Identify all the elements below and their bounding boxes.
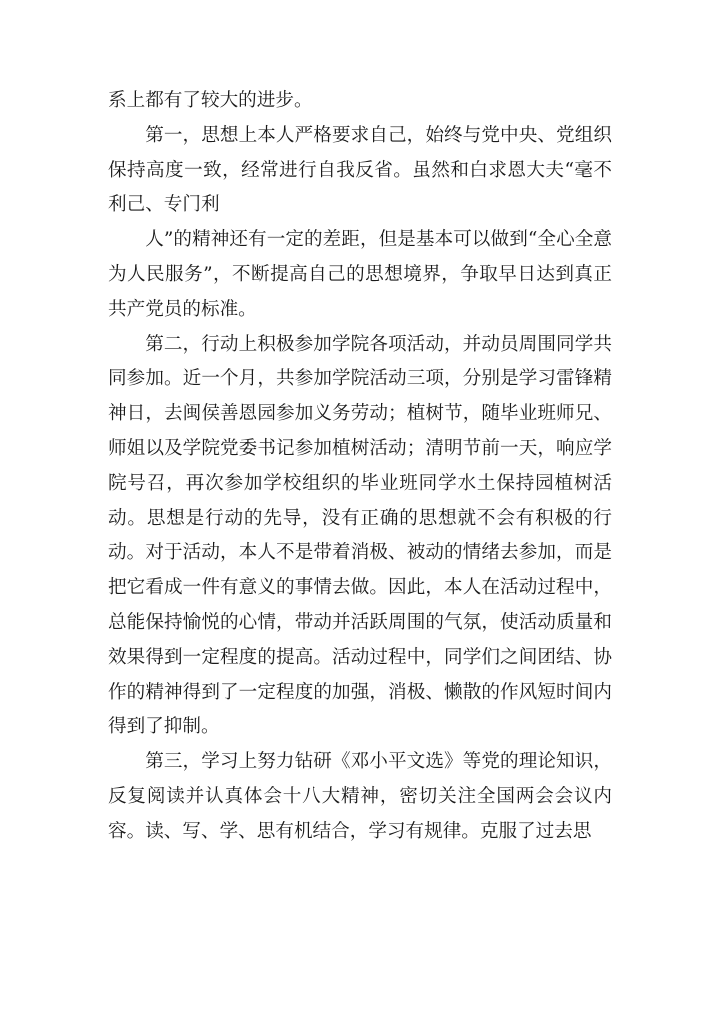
paragraph-third-point: 第三，学习上努力钻研《邓小平文选》等党的理论知识，反复阅读并认真体会十八大精神，密切关注全国两会会议内容。读、写、学、思有机结合，学习有规律。克服了过去思 <box>108 751 612 842</box>
paragraph-second-point: 第二，行动上积极参加学院各项活动，并动员周围同学共同参加。近一个月，共参加学院活动三项，分别是学习雷锋精神日，去闽侯善恩园参加义务劳动；植树节，随毕业班师兄、师姐以及学院党委书记参加植树活动；清明节前一天，响应学院号召，再次参加学校组织的毕业班同学水土保持园植树活动。思想是行动的先导，没有正确的思想就不会有积极的行动。对于活动，本人不是带着消极、被动的情绪去参加，而是把它看成一件有意义的事情去做。因此，本人在活动过程中，总能保持愉悦的心情，带动并活跃周围的气氛，使活动质量和效果得到一定程度的提高。活动过程中，同学们之间团结、协作的精神得到了一定程度的加强，消极、懒散的作风短时间内得到了抑制。 <box>108 333 612 738</box>
paragraph-continuation: 系上都有了较大的进步。 <box>108 90 313 111</box>
paragraph-first-point-continued: 人”的精神还有一定的差距，但是基本可以做到“全心全意为人民服务”，不断提高自己的思想境界，争取早日达到真正共产党员的标准。 <box>108 229 612 320</box>
paragraph-first-point: 第一，思想上本人严格要求自己，始终与党中央、党组织保持高度一致，经常进行自我反省。虽然和白求恩大夫“毫不利己、专门利 <box>108 124 612 216</box>
document-page <box>108 84 612 850</box>
